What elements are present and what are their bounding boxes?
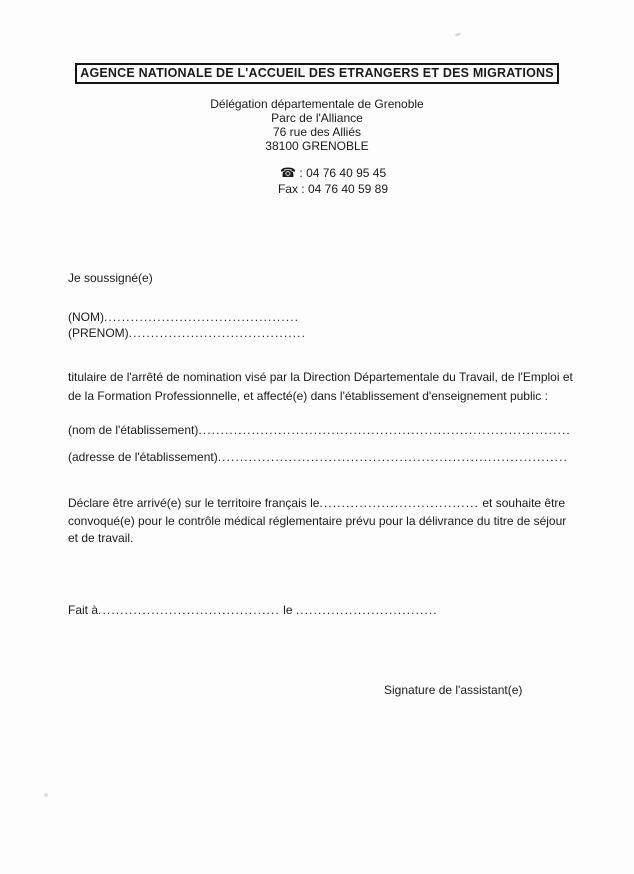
fax-line: Fax : 04 76 40 59 89 (277, 181, 389, 196)
etablissement-adresse-field (68, 450, 568, 464)
etablissement-adresse-label: (adresse de l'établissement) (68, 450, 218, 464)
etablissement-nom-blank-dotted-line: .................................................................................... (198, 423, 571, 437)
address-line-street: 76 rue des Alliés (272, 125, 362, 139)
scan-artifact (455, 32, 462, 37)
agency-title-box (75, 63, 559, 84)
agency-address-block (0, 97, 634, 153)
contact-block (16, 166, 634, 197)
declaration-line1 (68, 495, 608, 513)
salutation-text: Je soussigné(e) (68, 271, 153, 285)
fait-a-label: Fait à (68, 603, 99, 617)
fait-a-date-blank-dotted-line: ................................ (295, 603, 438, 617)
prenom-field (68, 326, 306, 342)
agency-title: AGENCE NATIONALE DE L'ACCUEIL DES ETRANGERS ET DES MIGRATIONS (80, 66, 554, 80)
le-label: le (279, 603, 296, 617)
nom-blank-dotted-line: ............................................ (104, 310, 300, 324)
declaration-line2: convoqué(e) pour le contrôle médical réglementaire prévu pour la délivrance du titre de séjour (68, 513, 567, 528)
fait-a-field (68, 603, 438, 617)
address-line-city: 38100 GRENOBLE (265, 139, 369, 153)
declaration-line3: et de travail. (68, 531, 134, 545)
address-line-delegation: Délégation départementale de Grenoble (210, 97, 424, 111)
telephone-icon: ☎ (279, 166, 297, 181)
declaration-text-part1: Déclare être arrivé(e) sur le territoire français le (68, 496, 320, 510)
scan-artifact (44, 793, 48, 797)
prenom-blank-dotted-line: ........................................ (128, 325, 307, 340)
phone-number: : 04 76 40 95 45 (296, 166, 387, 180)
prenom-label: (PRENOM) (68, 325, 129, 340)
etablissement-nom-field (68, 423, 571, 437)
signature-label: Signature de l'assistant(e) (384, 683, 523, 697)
nomination-paragraph-line1: titulaire de l'arrêté de nomination visé par la Direction Départementale du Travail, de l'Emploi et (68, 370, 573, 384)
declaration-paragraph (68, 495, 608, 548)
etablissement-nom-label: (nom de l'établissement) (68, 423, 199, 437)
phone-line (16, 166, 634, 182)
etablissement-adresse-blank-dotted-line: ............................................................................... (217, 450, 568, 464)
arrival-date-blank-dotted-line: .................................... (319, 496, 480, 510)
address-line-building: Parc de l'Alliance (271, 111, 363, 125)
nom-label: (NOM) (68, 310, 104, 324)
nom-field (68, 310, 306, 326)
nomination-paragraph (68, 368, 608, 406)
nomination-paragraph-line2: de la Formation Professionnelle, et affecté(e) dans l'établissement d'enseignement public : (68, 389, 548, 403)
declaration-text-part2: et souhaite être (479, 496, 566, 510)
name-fields-block (68, 310, 306, 341)
fait-a-place-blank-dotted-line: ......................................... (98, 603, 280, 617)
